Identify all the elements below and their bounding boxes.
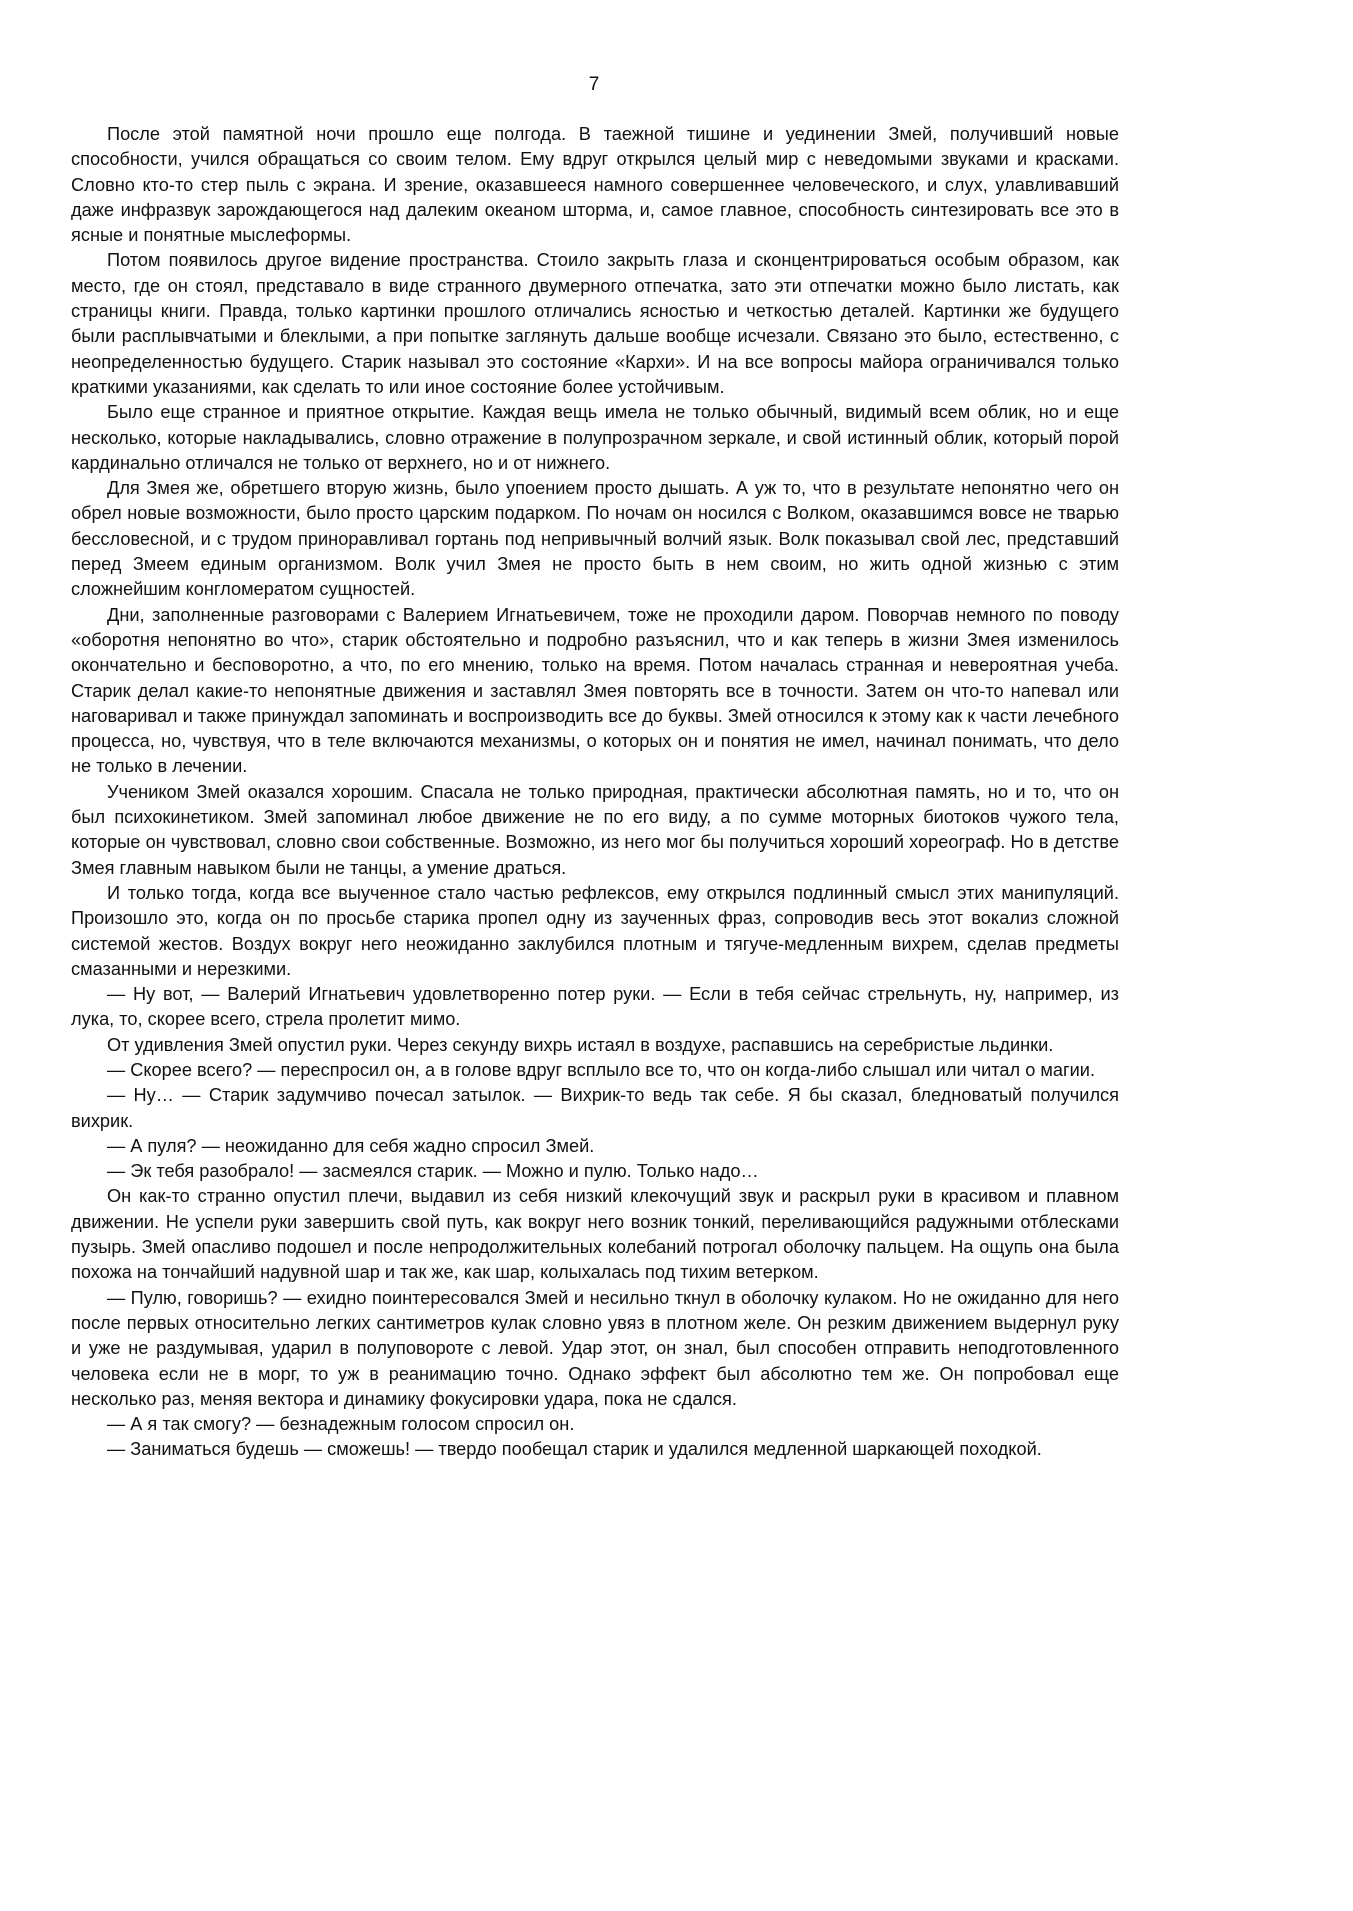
paragraph: И только тогда, когда все выученное стало частью рефлексов, ему открылся подлинный смысл этих манипуляций. Произошло это, когда он по просьбе старика пропел одну из заученных фраз, сопроводив весь этот вокализ сложной системой жестов. Воздух вокруг него неожиданно заклубился плотным и тягуче-медленным вихрем, сделав предметы смазанными и нерезкими.	[71, 882, 1119, 979]
paragraph: — Заниматься будешь — сможешь! — твердо пообещал старик и удалился медленной шаркающей походкой.	[107, 1439, 1042, 1460]
paragraph: — Пулю, говоришь? — ехидно поинтересовался Змей и несильно ткнул в оболочку кулаком. Но не ожиданно для него после первых относительно легких сантиметров кулак словно увяз в плотном желе. Он резким движением выдернул руку и уже не раздумывая, ударил в полуповороте с левой. Удар этот, он знал, был способен отправить неподготовленного человека если не в морг, то уж в реанимацию точно. Однако эффект был абсолютно тем же. Он попробовал еще несколько раз, меняя вектора и динамику фокусировки удара, пока не сдался.	[71, 1287, 1119, 1409]
paragraph: — Эк тебя разобрало! — засмеялся старик. — Можно и пулю. Только надо…	[107, 1161, 759, 1182]
paragraph: — Скорее всего? — переспросил он, а в голове вдруг всплыло все то, что он когда-либо слышал или читал о магии.	[107, 1059, 1095, 1080]
body-text	[71, 122, 1119, 1463]
paragraph: Потом появилось другое видение пространства. Стоило закрыть глаза и сконцентрироваться особым образом, как место, где он стоял, представало в виде странного двумерного отпечатка, зато эти отпечатки можно было листать, как страницы книги. Правда, только картинки прошлого отличались ясностью и четкостью деталей. Картинки же будущего были расплывчатыми и блеклыми, а при попытке заглянуть дальше вообще исчезали. Связано это было, естественно, с неопределенностью будущего. Старик называл это состояние «Кархи». И на все вопросы майора ограничивался только краткими указаниями, как сделать то или иное состояние более устойчивым.	[71, 250, 1119, 397]
paragraph: Было еще странное и приятное открытие. Каждая вещь имела не только обычный, видимый всем облик, но и еще несколько, которые накладывались, словно отражение в полупрозрачном зеркале, и свой истинный облик, который порой кардинально отличался не только от верхнего, но и от нижнего.	[71, 402, 1119, 473]
page-number: 7	[588, 74, 600, 95]
paragraph: Дни, заполненные разговорами с Валерием Игнатьевичем, тоже не проходили даром. Поворчав немного по поводу «оборотня непонятно во что», старик обстоятельно и подробно разъяснил, что и как теперь в жизни Змея изменилось окончательно и бесповоротно, а что, по его мнению, только на время. Потом началась странная и невероятная учеба. Старик делал какие-то непонятные движения и заставлял Змея повторять все в точности. Затем он что-то напевал или наговаривал и также принуждал запоминать и воспроизводить все до буквы. Змей относился к этому как к части лечебного процесса, но, чувствуя, что в теле включаются механизмы, о которых он и понятия не имел, начинал понимать, что дело не только в лечении.	[71, 604, 1119, 777]
paragraph: От удивления Змей опустил руки. Через секунду вихрь истаял в воздухе, распавшись на серебристые льдинки.	[107, 1034, 1054, 1055]
paragraph: — Ну вот, — Валерий Игнатьевич удовлетворенно потер руки. — Если в тебя сейчас стрельнуть, ну, например, из лука, то, скорее всего, стрела пролетит мимо.	[71, 984, 1119, 1030]
paragraph: — А пуля? — неожиданно для себя жадно спросил Змей.	[107, 1135, 595, 1156]
paragraph: Для Змея же, обретшего вторую жизнь, было упоением просто дышать. А уж то, что в результате непонятно чего он обрел новые возможности, было просто царским подарком. По ночам он носился с Волком, оказавшимся вовсе не тварью бессловесной, и с трудом приноравливал гортань под непривычный волчий язык. Волк показывал свой лес, представший перед Змеем единым организмом. Волк учил Змея не просто быть в нем своим, но жить одной жизнью с этим сложнейшим конгломератом сущностей.	[71, 478, 1119, 600]
paragraph: — Ну… — Старик задумчиво почесал затылок. — Вихрик-то ведь так себе. Я бы сказал, бледноватый получился вихрик.	[71, 1085, 1119, 1131]
paragraph: — А я так смогу? — безнадежным голосом спросил он.	[107, 1414, 575, 1435]
paragraph: После этой памятной ночи прошло еще полгода. В таежной тишине и уединении Змей, получивший новые способности, учился обращаться со своим телом. Ему вдруг открылся целый мир с неведомыми звуками и красками. Словно кто-то стер пыль с экрана. И зрение, оказавшееся намного совершеннее человеческого, и слух, улавливавший даже инфразвук зарождающегося над далеким океаном шторма, и, самое главное, способность синтезировать все это в ясные и понятные мыслеформы.	[71, 124, 1119, 246]
paragraph: Он как-то странно опустил плечи, выдавил из себя низкий клекочущий звук и раскрыл руки в красивом и плавном движении. Не успели руки завершить свой путь, как вокруг него возник тонкий, переливающийся радужными отблесками пузырь. Змей опасливо подошел и после непродолжительных колебаний потрогал оболочку пальцем. На ощупь она была похожа на тончайший надувной шар и так же, как шар, колыхалась под тихим ветерком.	[71, 1186, 1119, 1283]
paragraph: Учеником Змей оказался хорошим. Спасала не только природная, практически абсолютная память, но и то, что он был психокинетиком. Змей запоминал любое движение не по его виду, а по сумме моторных биотоков чужого тела, которые он чувствовал, словно свои собственные. Возможно, из него мог бы получиться хороший хореограф. Но в детстве Змея главным навыком были не танцы, а умение драться.	[71, 781, 1119, 878]
